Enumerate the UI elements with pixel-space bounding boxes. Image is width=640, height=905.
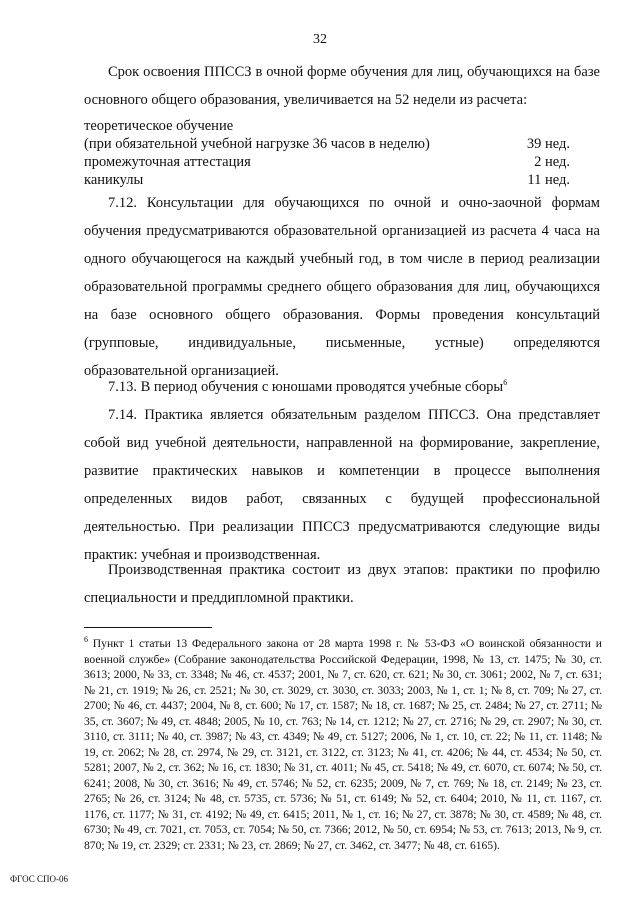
intro-paragraph bbox=[84, 58, 600, 114]
hours-row bbox=[84, 153, 600, 171]
hours-value: 2 нед. bbox=[534, 154, 570, 170]
paragraph-7-12: 7.12. Консультации для обучающихся по очной и очно-заочной формам обучения предусматриваются образовательной организацией из расчета 4 часа на одного обучающегося на каждый учебный год, в том числе в период реализации образовательной программы среднего общего образования для лиц, обучающихся на базе основного общего образования. Формы проведения консультаций (групповые, индивидуальные, письменные, устные) определяются образовательной организацией. bbox=[84, 195, 600, 379]
hours-row bbox=[84, 117, 600, 135]
footnote-paragraph bbox=[84, 636, 602, 853]
footnote-reference[interactable]: 6 bbox=[503, 378, 508, 388]
hours-label: промежуточная аттестация bbox=[84, 154, 251, 170]
hours-label: каникулы bbox=[84, 172, 144, 188]
footnote-text: Пункт 1 статьи 13 Федерального закона от 28 марта 1998 г. № 53-ФЗ «О воинской обязанности и военной службе» (Собрание законодательства Российской Федерации, 1998, № 13, ст. 1475; № 30, ст. 3613; 2000, № 33, ст. 3348; № 46, ст. 4537; 2001, № 7, ст. 620, ст. 621; № 30, ст. 3061; 2002, № 7, ст. 631; № 21, ст. 1919; № 26, ст. 2521; № 30, ст. 3029, ст. 3030, ст. 3033; 2003, № 1, ст. 1; № 8, ст. 709; № 27, ст. 2700; № 46, ст. 4437; 2004, № 8, ст. 600; № 17, ст. 1587; № 18, ст. 1687; № 25, ст. 2484; № 27, ст. 2711; № 35, ст. 3607; № 49, ст. 4848; 2005, № 10, ст. 763; № 14, ст. 1212; № 27, ст. 2716; № 29, ст. 2907; № 30, ст. 3110, ст. 3111; № 40, ст. 3987; № 43, ст. 4349; № 49, ст. 5127; 2006, № 1, ст. 10, ст. 22; № 11, ст. 1148; № 19, ст. 2062; № 28, ст. 2974, № 29, ст. 3121, ст. 3122, ст. 3123; № 41, ст. 4206; № 44, ст. 4534; № 50, ст. 5281; 2007, № 2, ст. 362; № 16, ст. 1830; № 31, ст. 4011; № 45, ст. 5418; № 49, ст. 6070, ст. 6074; № 50, ст. 6241; 2008, № 30, ст. 3616; № 49, ст. 5746; № 52, ст. 6235; 2009, № 7, ст. 769; № 18, ст. 2149; № 23, ст. 2765; № 26, ст. 3124; № 48, ст. 5735, ст. 5736; № 51, ст. 6149; № 52, ст. 6404; 2010, № 11, ст. 1167, ст. 1176, ст. 1177; № 31, ст. 4192; № 49, ст. 6415; 2011, № 1, ст. 16; № 27, ст. 3878; № 30, ст. 4589; № 48, ст. 6730; № 49, ст. 7021, ст. 7053, ст. 7054; № 50, ст. 7366; 2012, № 50, ст. 6954; № 53, ст. 7613; 2013, № 9, ст. 870; № 19, ст. 2329; ст. 2331; № 23, ст. 2869; № 27, ст. 3462, ст. 3477; № 48, ст. 6165). bbox=[84, 637, 602, 852]
footnote bbox=[84, 636, 602, 853]
paragraph-7-14: 7.14. Практика является обязательным разделом ППССЗ. Она представляет собой вид учебной деятельности, направленной на формирование, закрепление, развитие практических навыков и компетенции в процессе выполнения определенных видов работ, связанных с будущей профессиональной деятельностью. При реализации ППССЗ предусматриваются следующие виды практик: учебная и производственная. bbox=[84, 407, 600, 563]
hours-value: 39 нед. bbox=[526, 136, 570, 152]
hours-label: теоретическое обучение bbox=[84, 118, 234, 134]
hours-row bbox=[84, 171, 600, 189]
page-number: 32 bbox=[313, 32, 327, 47]
section-7-13 bbox=[84, 373, 600, 401]
hours-row bbox=[84, 135, 600, 153]
intro-text: Срок освоения ППССЗ в очной форме обучения для лиц, обучающихся на базе основного общего образования, увеличивается на 52 недели из расчета: bbox=[84, 64, 600, 108]
hours-value: 11 нед. bbox=[527, 172, 570, 188]
paragraph-7-13-text: 7.13. В период обучения с юношами проводятся учебные сборы bbox=[108, 379, 504, 395]
paragraph-7-13 bbox=[84, 373, 600, 401]
paragraph-practice: Производственная практика состоит из двух этапов: практики по профилю специальности и преддипломной практики. bbox=[84, 562, 600, 606]
hours-value bbox=[510, 117, 600, 135]
footnote-divider bbox=[84, 627, 212, 628]
footnote-number: 6 bbox=[84, 635, 88, 645]
document-code: ФГОС СПО-06 bbox=[10, 874, 68, 884]
hours-table bbox=[84, 117, 600, 189]
section-7-14 bbox=[84, 401, 600, 569]
hours-label: (при обязательной учебной нагрузке 36 часов в неделю) bbox=[84, 136, 430, 152]
section-practice bbox=[84, 556, 600, 612]
